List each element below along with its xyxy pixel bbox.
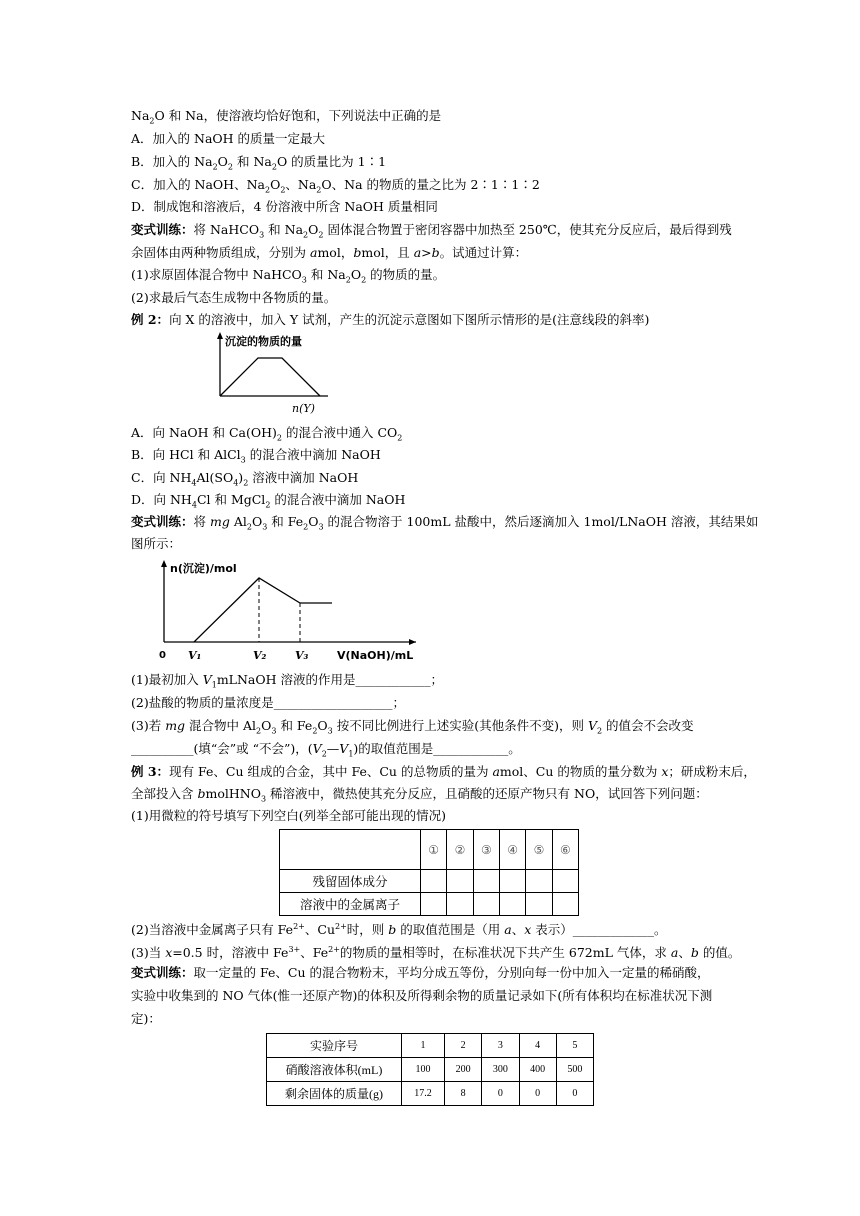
precipitate-curve bbox=[220, 358, 320, 396]
table-cell: 8 bbox=[445, 1082, 482, 1106]
table-header-cell: 实验序号 bbox=[267, 1034, 402, 1058]
table-header-cell: ⑤ bbox=[526, 830, 552, 870]
table-header-cell: 5 bbox=[556, 1034, 593, 1058]
option-a: A．加入的 NaOH 的质量一定最大 bbox=[131, 131, 326, 146]
question-line: (2)盐酸的物质的量浓度是___________________； bbox=[131, 695, 405, 710]
y-axis-label: 沉淀的物质的量 bbox=[225, 335, 302, 348]
blank-cell bbox=[552, 893, 578, 916]
blank-cell bbox=[447, 870, 473, 893]
row-label: 残留固体成分 bbox=[280, 870, 421, 893]
blank-cell bbox=[447, 893, 473, 916]
blank-cell bbox=[526, 893, 552, 916]
exercise-line: 变式训练：取一定量的 Fe、Cu 的混合物粉末，平均分成五等份，分别向每一份中加入一定量的稀硝酸， bbox=[131, 965, 710, 980]
question-line: (2)求最后气态生成物中各物质的量。 bbox=[131, 290, 337, 305]
option-b: B．加入的 $Na_2O_2$ 和 $Na_2O$ 的质量比为 1∶1 bbox=[131, 154, 387, 172]
table-header-cell: 3 bbox=[482, 1034, 519, 1058]
y-axis-arrow bbox=[161, 560, 167, 567]
y-axis-arrow bbox=[217, 332, 223, 339]
row-label: 硝酸溶液体积(mL) bbox=[267, 1058, 402, 1082]
table-cell: 0 bbox=[482, 1082, 519, 1106]
option-d: D．向 $NH_4Cl$ 和 MgCl$_2$ 的混合液中滴加 NaOH bbox=[131, 492, 406, 510]
table-cell: 0 bbox=[556, 1082, 593, 1106]
table-header-row bbox=[267, 1034, 594, 1058]
table-cell: 500 bbox=[556, 1058, 593, 1082]
text-line: 余固体由两种物质组成，分别为 amol，bmol，且 a>b。试通过计算： bbox=[131, 245, 528, 260]
blank-cell bbox=[552, 870, 578, 893]
option-c: C．向 $NH_4Al(SO_4)_2$ 溶液中滴加 NaOH bbox=[131, 470, 359, 488]
v3-label: V₃ bbox=[295, 649, 309, 662]
blank-cell bbox=[526, 870, 552, 893]
option-c: C．加入的 NaOH、$Na_2O_2$、$Na_2O$、Na 的物质的量之比为 2∶1∶1∶2 bbox=[131, 177, 540, 195]
blank-cell bbox=[499, 870, 525, 893]
table-header-cell: 4 bbox=[519, 1034, 556, 1058]
exercise-line: 变式训练：将 NaHCO$_3$ 和 $Na_2O_2$ 固体混合物置于密闭容器中加热至 250℃，使其充分反应后，最后得到残 bbox=[131, 222, 732, 240]
question-line: (1)求原固体混合物中 NaHCO$_3$ 和 $Na_2O_2$ 的物质的量。 bbox=[131, 267, 446, 285]
table-cell: 17.2 bbox=[402, 1082, 445, 1106]
question-line: (1)最初加入 $V_1mLNaOH$ 溶液的作用是____________； bbox=[131, 672, 443, 690]
v1-label: V₁ bbox=[188, 649, 202, 662]
question-line: (1)用微粒的符号填写下列空白(列举全部可能出现的情况) bbox=[131, 808, 446, 823]
table-header-cell: ② bbox=[447, 830, 473, 870]
row-label: 剩余固体的质量(g) bbox=[267, 1082, 402, 1106]
blank-cell bbox=[421, 893, 447, 916]
blank-cell bbox=[473, 893, 499, 916]
blank-cell bbox=[421, 870, 447, 893]
table-header-cell: 1 bbox=[402, 1034, 445, 1058]
x-axis-label: V(NaOH)/mL bbox=[337, 649, 414, 662]
table-row bbox=[280, 870, 579, 893]
question-line: (2)当溶液中金属离子只有 $Fe^{2+}$、$Cu^{2+}$时，则 b 的取值范围是（用 a、x 表示）_____________。 bbox=[131, 922, 667, 938]
table-header-cell: 2 bbox=[445, 1034, 482, 1058]
text-line: __________(填“会”或 “不会”)，$(V_2—V_1)$的取值范围是____________。 bbox=[131, 741, 521, 759]
precipitate-curve bbox=[194, 578, 332, 642]
text-line: $Na_2O$ 和 Na，使溶液均恰好饱和，下列说法中正确的是 bbox=[131, 108, 442, 126]
table-row bbox=[267, 1058, 594, 1082]
table-cell: 400 bbox=[519, 1058, 556, 1082]
table-cell: 0 bbox=[519, 1082, 556, 1106]
example-line: 例 2：向 X 的溶液中，加入 Y 试剂，产生的沉淀示意图如下图所示情形的是(注意线段的斜率) bbox=[131, 312, 650, 327]
y-axis-label: n(沉淀)/mol bbox=[170, 562, 237, 575]
x-axis-arrow bbox=[409, 639, 416, 645]
exercise-line: 变式训练：将 mg $Al_2O_3$ 和 $Fe_2O_3$ 的混合物溶于 100mL 盐酸中，然后逐滴加入 1mol/LNaOH 溶液，其结果如 bbox=[131, 514, 759, 532]
table-cell: 100 bbox=[402, 1058, 445, 1082]
blank-cell bbox=[499, 893, 525, 916]
table-row bbox=[280, 893, 579, 916]
example-line: 例 3：现有 Fe、Cu 组成的合金，其中 Fe、Cu 的总物质的量为 amol、Cu 的物质的量分数为 x；研成粉末后， bbox=[131, 764, 756, 779]
text-line: 实验中收集到的 NO 气体(惟一还原产物)的体积及所得剩余物的质量记录如下(所有体积均在标准状况下测 bbox=[131, 988, 713, 1003]
question-line: (3)当 x=0.5 时，溶液中 $Fe^{3+}$、$Fe^{2+}$的物质的量相等时，在标准状况下共产生 672mL 气体，求 a、b 的值。 bbox=[131, 945, 741, 961]
origin-label: 0 bbox=[159, 650, 166, 661]
row-label: 溶液中的金属离子 bbox=[280, 893, 421, 916]
v2-label: V₂ bbox=[253, 649, 267, 662]
text-line: 定)： bbox=[131, 1011, 161, 1026]
text-line: 图所示： bbox=[131, 536, 182, 551]
option-a: A．向 NaOH 和 $Ca(OH)_2$ 的混合液中通入 $CO_2$ bbox=[131, 425, 403, 443]
table-header-cell: ③ bbox=[473, 830, 499, 870]
table-corner-cell bbox=[280, 830, 421, 870]
option-d: D．制成饱和溶液后，4 份溶液中所含 NaOH 质量相同 bbox=[131, 199, 438, 214]
option-b: B．向 HCl 和 AlCl$_3$ 的混合液中滴加 NaOH bbox=[131, 447, 381, 465]
table-header-cell: ⑥ bbox=[552, 830, 578, 870]
table-header-row bbox=[280, 830, 579, 870]
table-header-cell: ④ bbox=[499, 830, 525, 870]
table-cell: 300 bbox=[482, 1058, 519, 1082]
blank-cell bbox=[473, 870, 499, 893]
question-line: (3)若 mg 混合物中 $Al_2O_3$ 和 $Fe_2O_3$ 按不同比例进行上述实验(其他条件不变)，则 $V_2$ 的值会不会改变 bbox=[131, 718, 694, 736]
x-axis-label: n(Y) bbox=[292, 402, 315, 415]
table-row bbox=[267, 1082, 594, 1106]
particle-table bbox=[279, 829, 579, 916]
table-cell: 200 bbox=[445, 1058, 482, 1082]
table-header-cell: ① bbox=[421, 830, 447, 870]
text-line: 全部投入含 bmolHNO$_3$ 稀溶液中，微热使其充分反应，且硝酸的还原产物只有 NO，试回答下列问题： bbox=[131, 786, 708, 804]
precipitate-graph-1 bbox=[208, 330, 338, 416]
experiment-table bbox=[266, 1033, 594, 1106]
precipitate-graph-2 bbox=[154, 558, 422, 664]
